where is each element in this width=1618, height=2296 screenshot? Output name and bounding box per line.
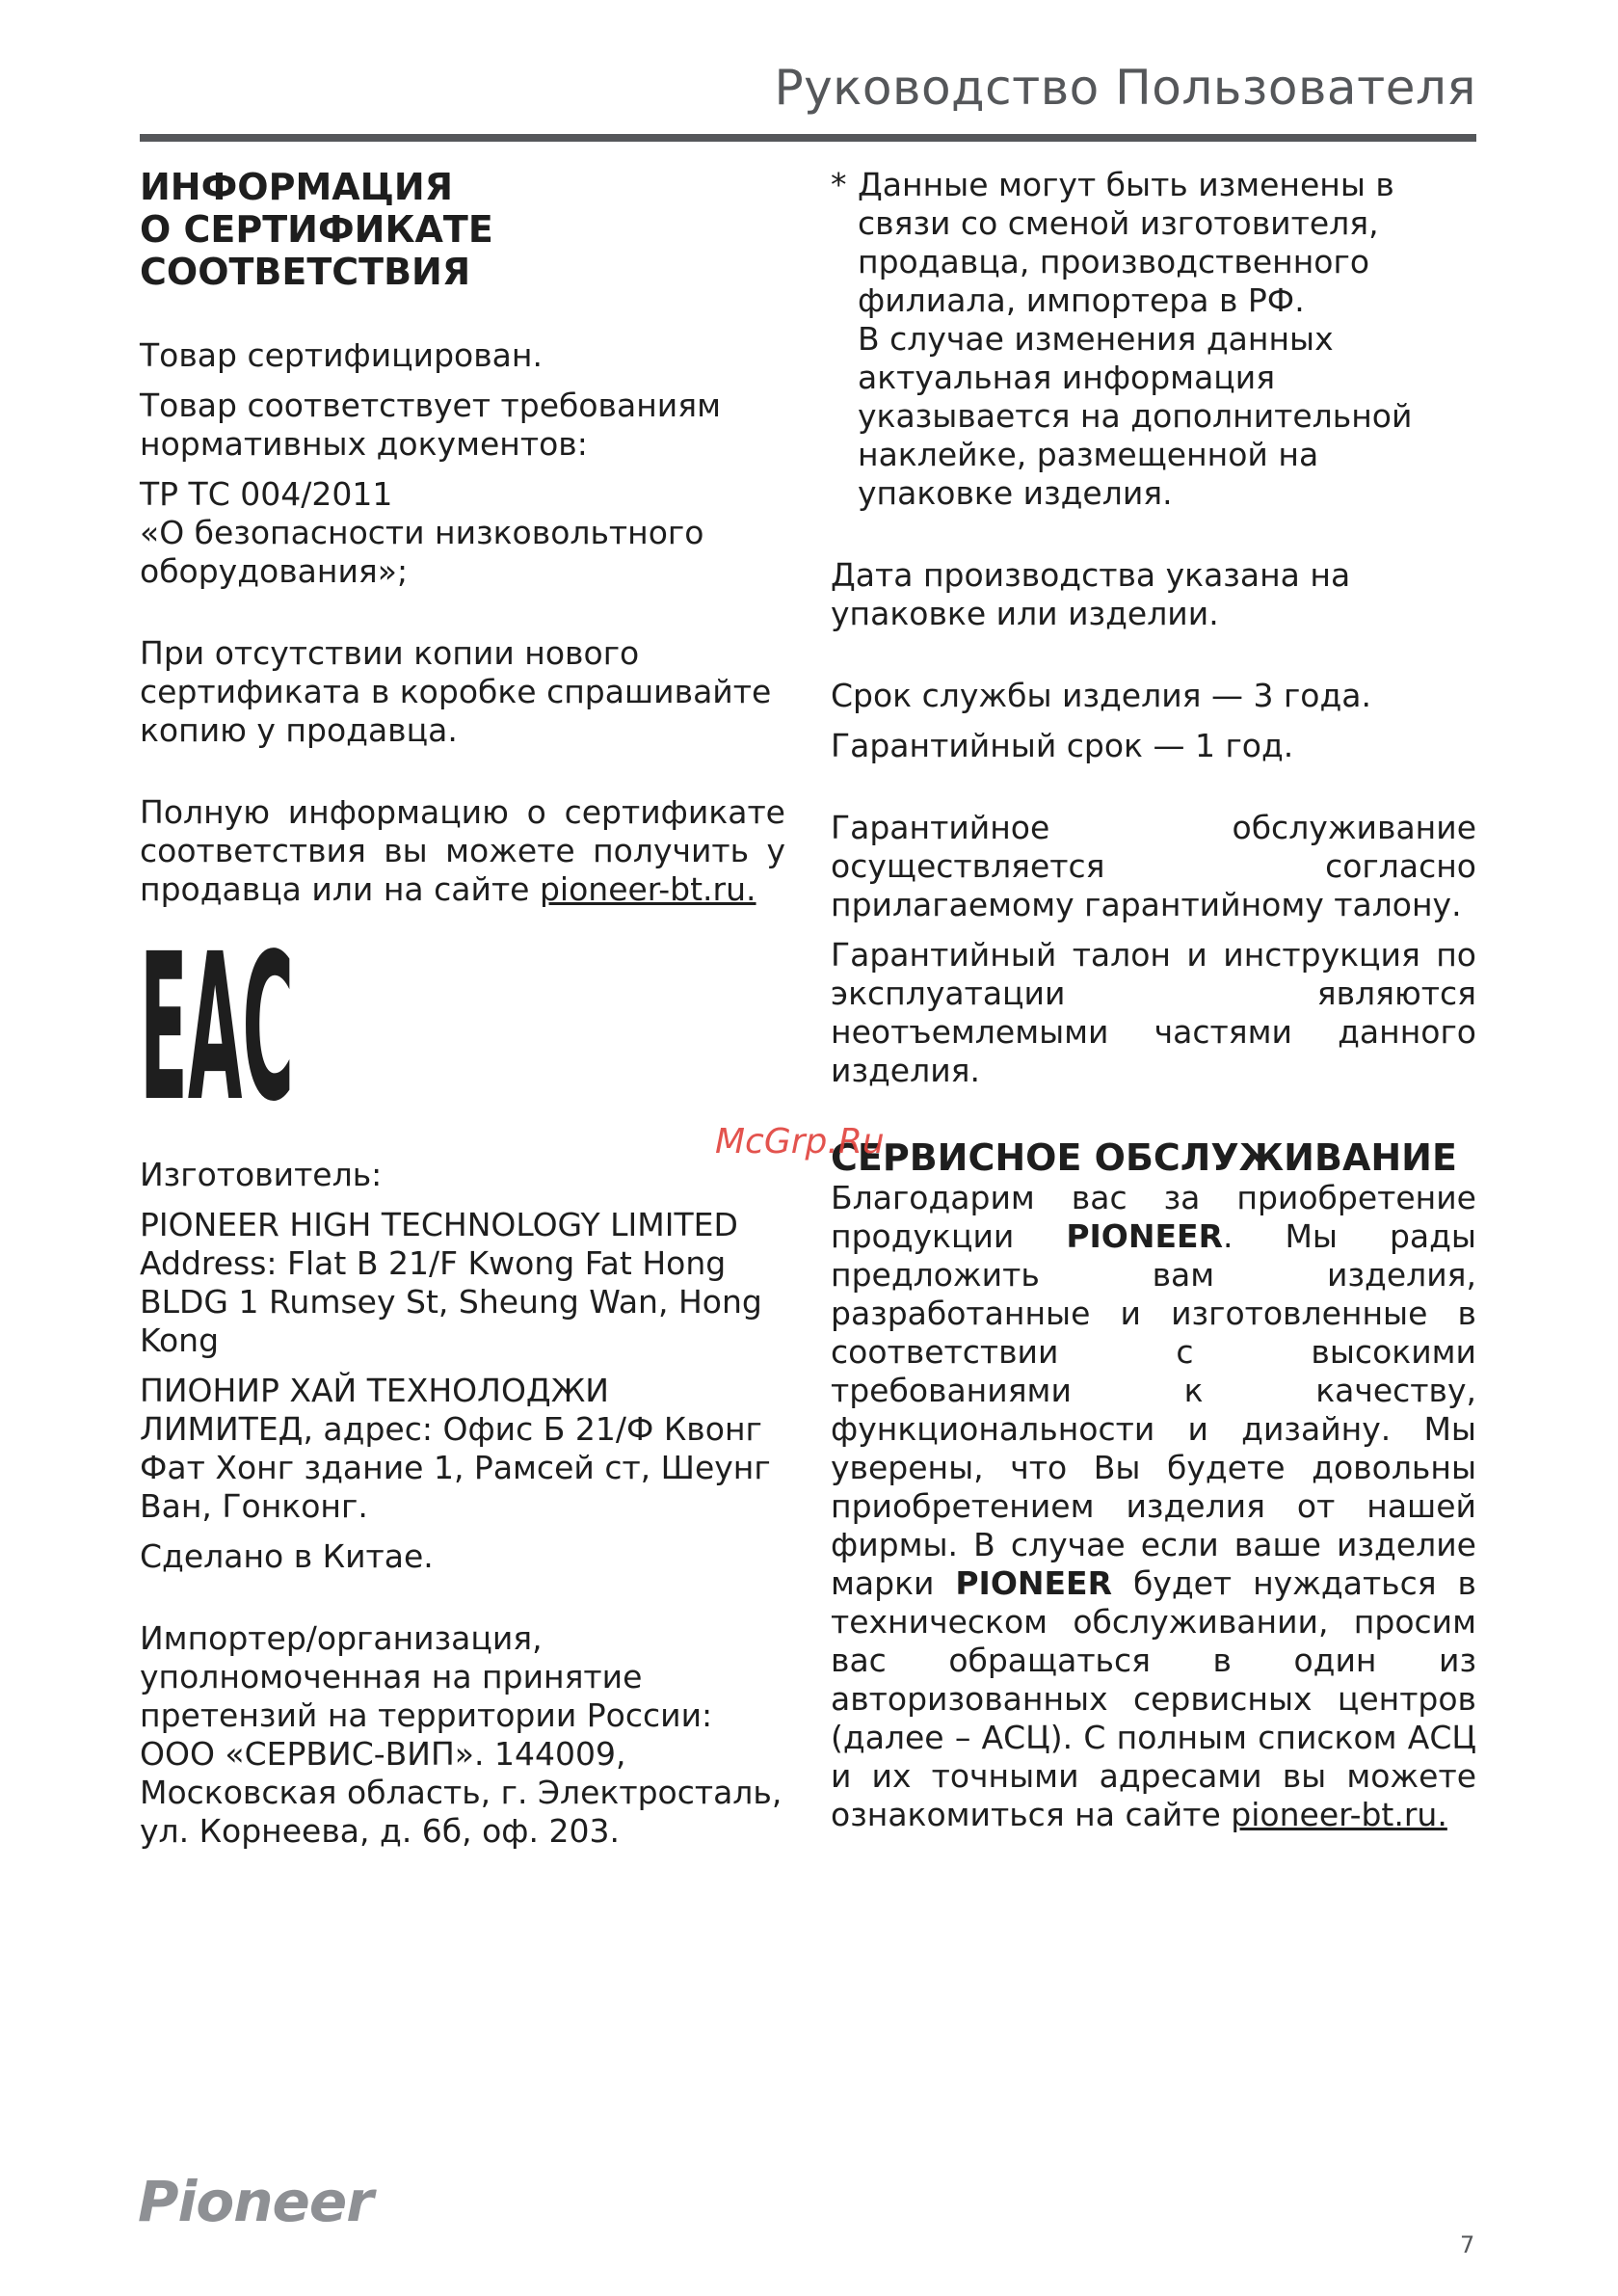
- eac-mark-text: EAC: [140, 910, 294, 1146]
- footnote-star: *: [831, 166, 847, 203]
- page-title: Руководство Пользователя: [774, 60, 1476, 116]
- made-in: Сделано в Китае.: [140, 1537, 434, 1575]
- left-column: [140, 166, 785, 1851]
- copy-note: При отсутствии копии нового сертификата в коробке спрашивайте копию у продавца.: [140, 634, 772, 749]
- service-brand-1: PIONEER: [1066, 1217, 1223, 1255]
- service-text-part-3: будет нуждаться в техническом обслуживании, просим вас обращаться в один из авторизованных сервисных центров (далее – АСЦ). С полным списком АСЦ и их точными адресами вы можете ознакомиться на сайте: [831, 1564, 1476, 1833]
- certificate-heading-line-2: О СЕРТИФИКАТЕ: [140, 208, 493, 251]
- manufacturer-en: PIONEER HIGH TECHNOLOGY LIMITED Address: Flat B 21/F Kwong Fat Hong BLDG 1 Rumsey St, Sheung Wan, Hong Kong: [140, 1206, 762, 1359]
- service-text: [831, 1179, 1476, 1834]
- data-change-footnote: [831, 166, 1476, 513]
- importer-text: Импортер/организация, уполномоченная на принятие претензий на территории России: ООО «СЕРВИС-ВИП». 144009, Московская область, г. Электросталь, ул. Корнеева, д. 6б, оф. 203.: [140, 1619, 782, 1850]
- watermark: McGrp.Ru: [715, 1122, 885, 1161]
- certificate-heading-line-3: СООТВЕТСТВИЯ: [140, 251, 471, 293]
- site-link[interactable]: pioneer-bt.ru.: [539, 870, 756, 908]
- conforms-text: Товар соответствует требованиям нормативных документов:: [140, 387, 721, 463]
- right-column: [831, 166, 1476, 1834]
- service-heading: СЕРВИСНОЕ ОБСЛУЖИВАНИЕ: [831, 1136, 1457, 1179]
- page-number: 7: [1460, 2231, 1475, 2258]
- manufacturer-label: Изготовитель:: [140, 1156, 383, 1193]
- warranty-period: Гарантийный срок — 1 год.: [831, 727, 1294, 764]
- footnote-text-1: Данные могут быть изменены в связи со сменой изготовителя, продавца, производственного филиала, импортера в РФ.: [858, 166, 1394, 319]
- warranty-service: Гарантийное обслуживание осуществляется согласно прилагаемому гарантийному талону.: [831, 809, 1476, 923]
- service-text-part-1: Благодарим вас за приобретение продукции: [831, 1179, 1476, 1255]
- service-site-link[interactable]: pioneer-bt.ru.: [1231, 1796, 1447, 1833]
- manufacturer-ru: ПИОНИР ХАЙ ТЕХНОЛОДЖИ ЛИМИТЕД, адрес: Офис Б 21/Ф Квонг Фат Хонг здание 1, Рамсей ст, Шеунг Ван, Гонконг.: [140, 1372, 771, 1525]
- standard-text: [140, 475, 785, 591]
- full-info-label: Полную информацию о сертификате соответствия вы можете получить у продавца или на сайте: [140, 793, 785, 908]
- warranty-docs: Гарантийный талон и инструкция по эксплуатации являются неотъемлемыми частями данного изделия.: [831, 936, 1476, 1089]
- service-life: Срок службы изделия — 3 года.: [831, 677, 1372, 714]
- footnote-text-2: В случае изменения данных актуальная информация указывается на дополнительной наклейке, размещенной на упаковке изделия.: [858, 320, 1413, 512]
- eac-mark-icon: [140, 910, 294, 1146]
- full-info-text: [140, 793, 785, 909]
- footnote-body: [858, 166, 1476, 513]
- service-text-part-2: . Мы рады предложить вам изделия, разработанные и изготовленные в соответствии с высокими требованиями к качеству, функциональности и дизайну. Мы уверены, что Вы будете довольны приобретением изделия от нашей фирмы. В случае если ваше изделие марки: [831, 1217, 1476, 1602]
- certified-text: Товар сертифицирован.: [140, 336, 543, 374]
- service-brand-2: PIONEER: [955, 1564, 1113, 1602]
- header-divider: [140, 134, 1476, 142]
- production-date: Дата производства указана на упаковке или изделии.: [831, 556, 1351, 632]
- pioneer-logo: Pioneer: [138, 2169, 373, 2234]
- certificate-heading-line-1: ИНФОРМАЦИЯ: [140, 166, 453, 208]
- certificate-heading: [140, 166, 785, 293]
- standard-title: «О безопасности низковольтного оборудования»;: [140, 514, 704, 590]
- standard-code: ТР ТС 004/2011: [140, 475, 393, 513]
